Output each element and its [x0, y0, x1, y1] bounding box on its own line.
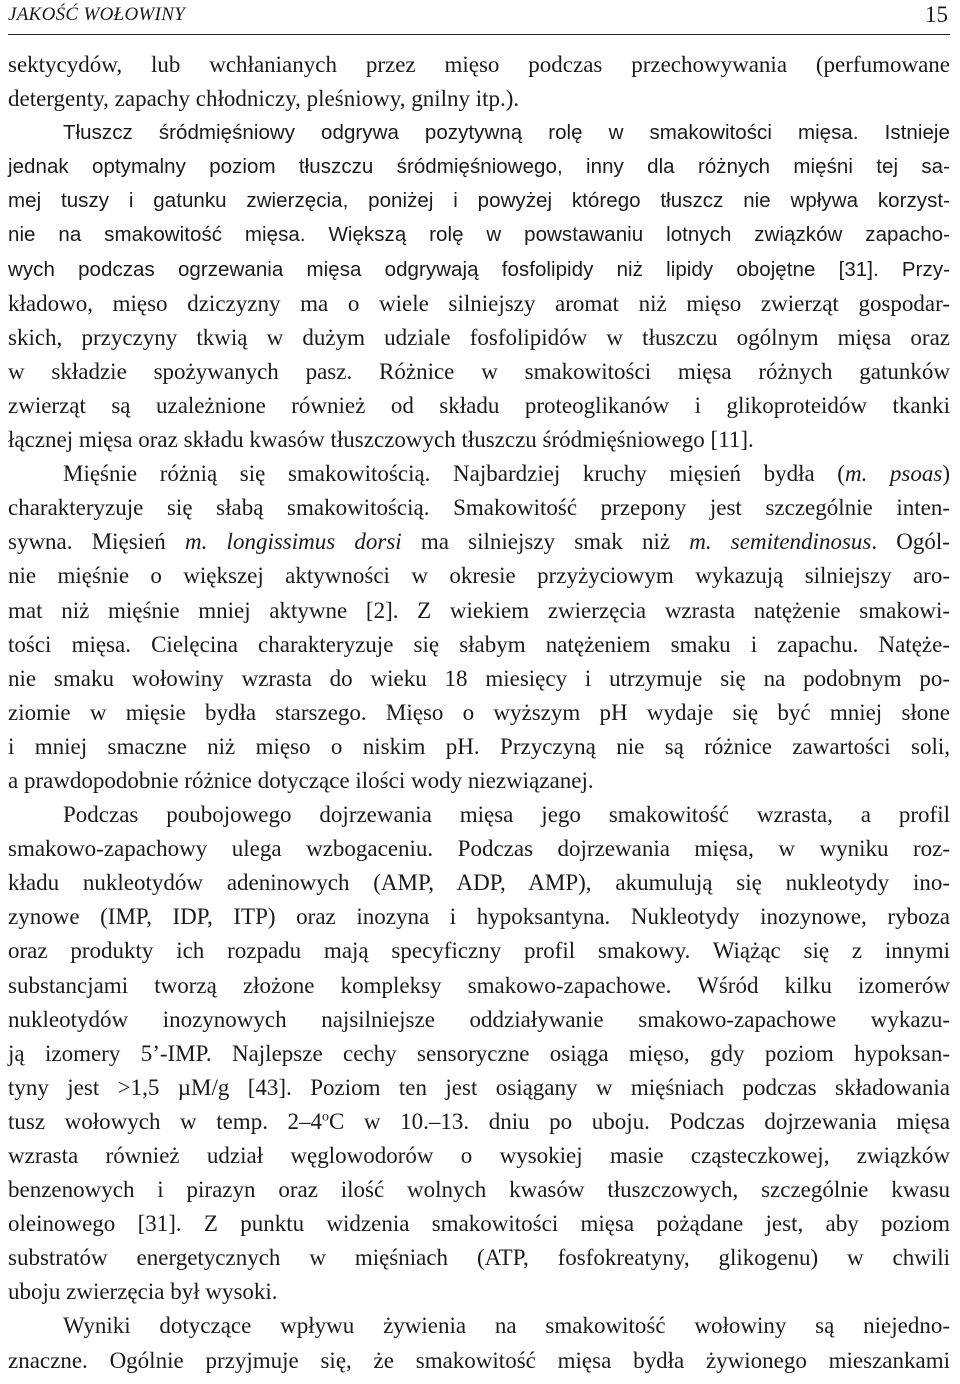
- text-line: mat niż mięśnie mniej aktywne [2]. Z wiekiem zwierzęcia wzrasta natężenie smakowi-: [8, 597, 950, 623]
- page-header: [8, 2, 950, 35]
- text-line: [8, 1105, 950, 1139]
- italic-term: m. longissimus dorsi: [185, 529, 402, 555]
- text-line: kładowo, mięso dziczyzny ma o wiele silniejszy aromat niż mięso zwierząt gospodar-: [8, 290, 950, 316]
- text-line: substancjami tworzą złożone kompleksy smakowo-zapachowe. Wśród kilku izomerów: [8, 972, 950, 998]
- text-line: nie na smakowitość mięsa. Większą rolę w powstawaniu lotnych związków zapacho-: [8, 223, 950, 247]
- body-text: [8, 48, 950, 1378]
- text-line: oraz produkty ich rozpadu mają specyficzny profil smakowy. Wiążąc się z innymi: [8, 938, 950, 964]
- text-line: charakteryzuje się słabą smakowitością. Smakowitość przepony jest szczególnie inten-: [8, 495, 950, 521]
- text-line: Wyniki dotyczące wpływu żywienia na smakowitość wołowiny są niejedno-: [63, 1313, 950, 1339]
- text-run: tusz wołowych w temp. 2–4: [8, 1108, 323, 1134]
- text-line: sektycydów, lub wchłanianych przez mięso podczas przechowywania (perfumowane: [8, 52, 950, 77]
- text-line: w składzie spożywanych pasz. Różnice w smakowitości mięsa różnych gatunków: [8, 358, 950, 384]
- text-line: tości mięsa. Cielęcina charakteryzuje się słabym natężeniem smaku i zapachu. Natęże-: [8, 631, 950, 657]
- text-line: uboju zwierzęcia był wysoki.: [8, 1279, 278, 1305]
- text-line: benzenowych i pirazyn oraz ilość wolnych kwasów tłuszczowych, szczególnie kwasu: [8, 1177, 950, 1203]
- text-line: i mniej smaczne niż mięso o niskim pH. Przyczyną nie są różnice zawartości soli,: [8, 733, 950, 759]
- text-line: Tłuszcz śródmięśniowy odgrywa pozytywną rolę w smakowitości mięsa. Istnieje: [63, 121, 950, 145]
- text-run: . Ogól-: [871, 529, 950, 555]
- degree-superscript: o: [322, 1109, 330, 1125]
- text-line: mej tuszy i gatunku zwierzęcia, poniżej i powyżej którego tłuszcz nie wpływa korzyst-: [8, 189, 950, 213]
- italic-term: m. psoas: [844, 461, 943, 487]
- text-line: nie smaku wołowiny wzrasta do wieku 18 miesięcy i utrzymuje się na podobnym po-: [8, 665, 950, 691]
- text-line: nukleotydów inozynowych najsilniejsze oddziaływanie smakowo-zapachowe wykazu-: [8, 1006, 950, 1032]
- text-run: sywna. Mięsień: [8, 529, 185, 555]
- text-line: [8, 457, 950, 491]
- text-line: kładu nukleotydów adeninowych (AMP, ADP, AMP), akumulują się nukleotydy ino-: [8, 870, 950, 896]
- text-run: ma silniejszy smak niż: [401, 529, 690, 555]
- italic-term: m. semitendinosus: [689, 529, 872, 555]
- text-line: nie mięśnie o większej aktywności w okresie przyżyciowym wykazują silniejszy aro-: [8, 563, 950, 589]
- text-line: łącznej mięsa oraz składu kwasów tłuszczowych tłuszczu śródmięśniowego [11].: [8, 427, 754, 453]
- text-line: wych podczas ogrzewania mięsa odgrywają fosfolipidy niż lipidy obojętne [31]. Przy-: [8, 257, 950, 281]
- text-run: Mięśnie różnią się smakowitością. Najbardziej kruchy mięsień bydła (: [63, 461, 845, 487]
- text-run: C w 10.–13. dniu po uboju. Podczas dojrzewania mięsa: [329, 1108, 950, 1134]
- text-line: ją izomery 5’-IMP. Najlepsze cechy sensoryczne osiąga mięso, gdy poziom hypoksan-: [8, 1040, 950, 1066]
- text-line: smakowo-zapachowy ulega wzbogaceniu. Podczas dojrzewania mięsa, w wyniku roz-: [8, 836, 950, 862]
- text-line: substratów energetycznych w mięśniach (ATP, fosfokreatyny, glikogenu) w chwili: [8, 1245, 950, 1271]
- text-line: ziomie w mięsie bydła starszego. Mięso o wyższym pH wydaje się być mniej słone: [8, 699, 950, 725]
- text-line: znaczne. Ogólnie przyjmuje się, że smakowitość mięsa bydła żywionego mieszankami: [8, 1347, 950, 1373]
- running-title: JAKOŚĆ WOŁOWINY: [8, 4, 186, 25]
- text-line: jednak optymalny poziom tłuszczu śródmięśniowego, inny dla różnych mięśni tej sa-: [8, 155, 950, 179]
- text-line: zwierząt są uzależnione również od składu proteoglikanów i glikoproteidów tkanki: [8, 392, 950, 418]
- text-line: tyny jest >1,5 µM/g [43]. Poziom ten jest osiągany w mięśniach podczas składowania: [8, 1074, 950, 1100]
- text-line: zynowe (IMP, IDP, ITP) oraz inozyna i hypoksantyna. Nukleotydy inozynowe, ryboza: [8, 904, 950, 930]
- text-line: wzrasta również udział węglowodorów o wysokiej masie cząsteczkowej, związków: [8, 1143, 950, 1168]
- text-run: ): [942, 461, 951, 487]
- text-line: detergenty, zapachy chłodniczy, pleśniowy, gnilny itp.).: [8, 86, 520, 112]
- text-line: [8, 525, 950, 559]
- text-line: skich, przyczyny tkwią w dużym udziale fosfolipidów w tłuszczu ogólnym mięsa oraz: [8, 324, 950, 350]
- text-line: oleinowego [31]. Z punktu widzenia smakowitości mięsa pożądane jest, aby poziom: [8, 1211, 950, 1237]
- page-number: 15: [925, 2, 948, 27]
- text-line: Podczas poubojowego dojrzewania mięsa jego smakowitość wzrasta, a profil: [63, 802, 950, 828]
- text-line: a prawdopodobnie różnice dotyczące ilości wody niezwiązanej.: [8, 767, 594, 793]
